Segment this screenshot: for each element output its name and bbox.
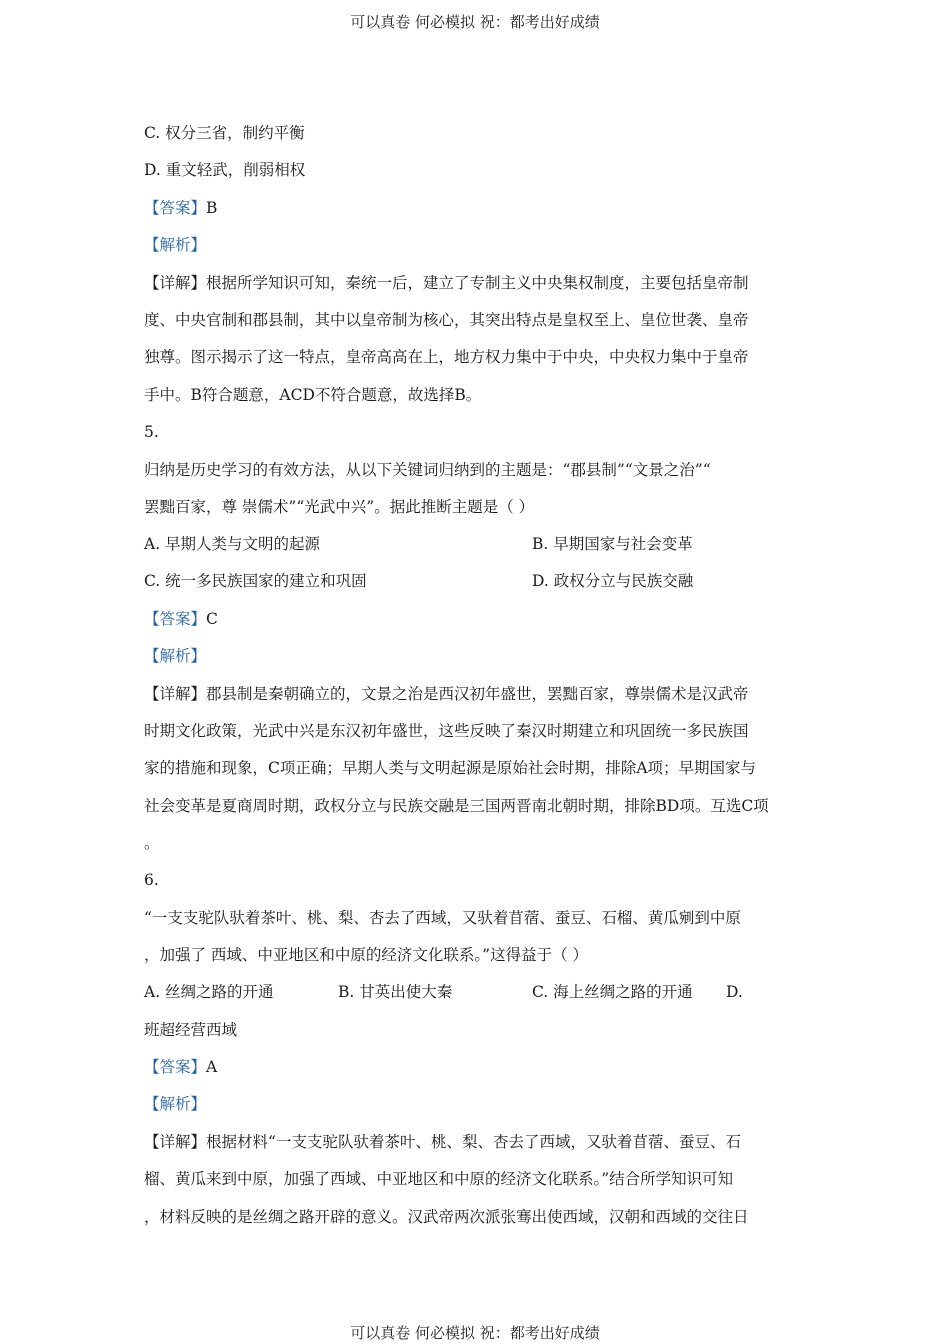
q5-number: 5. [144, 423, 159, 441]
q4-detail-line-2: 度、中央官制和郡县制，其中以皇帝制为核心，其突出特点是皇权至上、皇位世袭、皇帝 [144, 311, 749, 329]
q4-analysis-tag: 【解析】 [144, 236, 207, 254]
q4-answer [144, 197, 217, 219]
q5-detail-line-2: 时期文化政策，光武中兴是东汉初年盛世，这些反映了秦汉时期建立和巩固统一多民族国 [144, 722, 749, 740]
q5-detail-line-4: 社会变革是夏商周时期，政权分立与民族交融是三国两晋南北朝时期，排除BD项。互选C项 [144, 797, 769, 815]
q5-stem-line-2: 罢黜百家，尊 崇儒术”“光武中兴”。据此推断主题是（ ） [144, 498, 535, 516]
q5-answer [144, 608, 218, 630]
detail-tag: 【详解】 [144, 274, 207, 292]
answer-tag: 【答案】 [144, 199, 207, 217]
page-header: 可以真卷 何必模拟 祝：都考出好成绩 [350, 13, 600, 31]
q6-option-c: C. 海上丝绸之路的开通 [532, 983, 693, 1001]
answer-tag: 【答案】 [144, 610, 207, 628]
q6-detail-line-1 [144, 1131, 741, 1153]
q5-detail-line-1 [144, 683, 749, 705]
q6-number: 6. [144, 871, 159, 889]
detail-text: 根据所学知识可知，秦统一后，建立了专制主义中央集权制度，主要包括皇帝制 [206, 274, 749, 292]
q5-option-b: B. 早期国家与社会变革 [532, 535, 693, 553]
q6-option-a: A. 丝绸之路的开通 [144, 983, 274, 1001]
detail-text: 根据材料“一支支驼队驮着茶叶、桃、梨、杏去了西域，又驮着苜蓿、蚕豆、石 [206, 1133, 741, 1151]
q4-option-d: D. 重文轻武，削弱相权 [144, 161, 306, 179]
q5-options-row-1 [144, 533, 816, 555]
q6-option-d-label: D. [726, 983, 743, 1001]
q4-detail-line-3: 独尊。图示揭示了这一特点，皇帝高高在上，地方权力集中于中央，中央权力集中于皇帝 [144, 348, 749, 366]
detail-text: 郡县制是秦朝确立的，文景之治是西汉初年盛世，罢黜百家，尊崇儒术是汉武帝 [206, 685, 749, 703]
q6-analysis-tag: 【解析】 [144, 1095, 207, 1113]
page-footer: 可以真卷 何必模拟 祝：都考出好成绩 [350, 1324, 600, 1342]
answer-tag: 【答案】 [144, 1058, 207, 1076]
q5-option-c: C. 统一多民族国家的建立和巩固 [144, 572, 367, 590]
answer-value: C [206, 610, 218, 628]
q6-detail-line-2: 榴、黄瓜来到中原，加强了西域、中亚地区和中原的经济文化联系。”结合所学知识可知 [144, 1170, 734, 1188]
answer-value: A [206, 1058, 218, 1076]
q5-options-row-2 [144, 570, 816, 592]
q6-stem-line-1: “一支支驼队驮着茶叶、桃、梨、杏去了西域，又驮着苜蓿、蚕豆、石榴、黄瓜剜到中原 [144, 909, 741, 927]
detail-tag: 【详解】 [144, 1133, 207, 1151]
q4-option-c: C. 权分三省，制约平衡 [144, 124, 305, 142]
q6-options-row [144, 981, 816, 1003]
q5-option-a: A. 早期人类与文明的起源 [144, 535, 321, 553]
q6-answer [144, 1056, 217, 1078]
q4-detail-line-1 [144, 272, 749, 294]
q6-detail-line-3: ，材料反映的是丝绸之路开辟的意义。汉武帝两次派张骞出使西域，汉朝和西域的交往日 [144, 1208, 749, 1226]
q5-option-d: D. 政权分立与民族交融 [532, 572, 694, 590]
q5-detail-line-5: 。 [144, 834, 160, 852]
q6-stem-line-2: ，加强了 西域、中亚地区和中原的经济文化联系。”这得益于（ ） [144, 946, 589, 964]
answer-value: B [206, 199, 218, 217]
q5-analysis-tag: 【解析】 [144, 647, 207, 665]
q5-stem-line-1: 归纳是历史学习的有效方法，从以下关键词归纳到的主题是：“郡县制”“文景之治”“ [144, 461, 711, 479]
q4-detail-line-4: 手中。B符合题意，ACD不符合题意，故选择B。 [144, 386, 482, 404]
q5-detail-line-3: 家的措施和现象，C项正确；早期人类与文明起源是原始社会时期，排除A项；早期国家与 [144, 759, 757, 777]
detail-tag: 【详解】 [144, 685, 207, 703]
q6-option-d-text: 班超经营西域 [144, 1021, 238, 1039]
q6-option-b: B. 甘英出使大秦 [338, 983, 453, 1001]
